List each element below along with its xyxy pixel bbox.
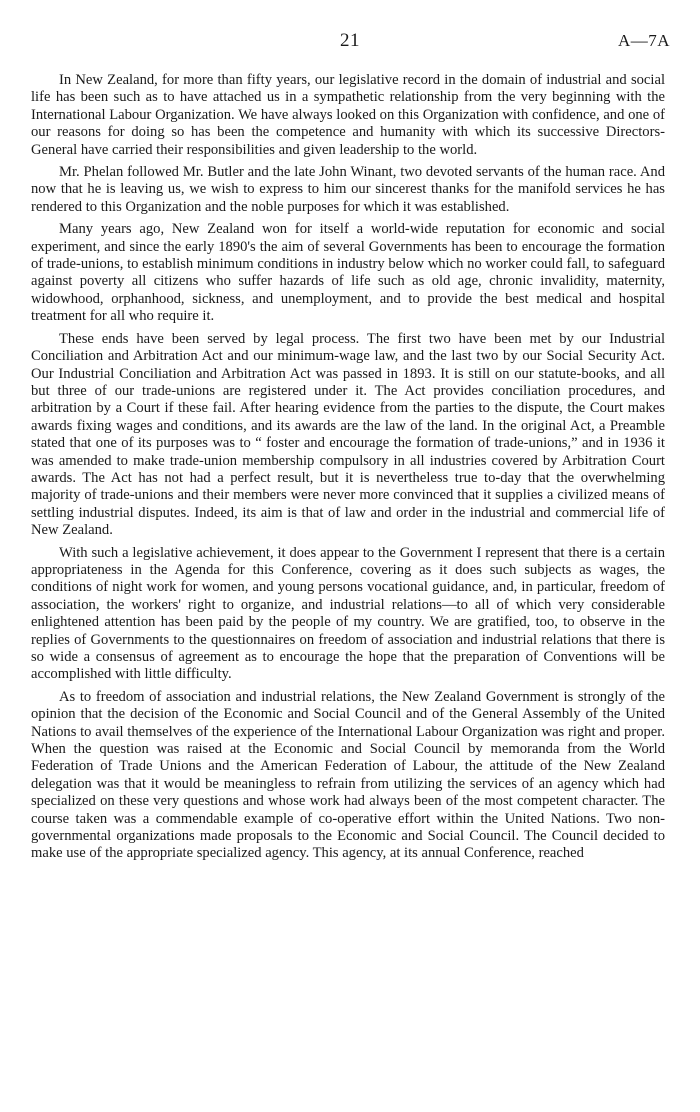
paragraph-6: As to freedom of association and industrial relations, the New Zealand Government is strongly of the opinion that the decision of the Economic and Social Council and of the General Assembly of the United Nations to avail themselves of the experience of the International Labour Organization was right and proper. When the question was raised at the Economic and Social Council by memoranda from the World Federation of Trade Unions and the American Federation of Labour, the attitude of the New Zealand delegation was that it would be meaningless to refrain from utilizing the services of an agency which had specialized on these very questions and whose work had always been of the most competent character. The course taken was a commendable example of co-operative effort within the United Nations. Two non-governmental organizations made proposals to the Economic and Social Council. The Council decided to make use of the appropriate specialized agency. This agency, at its annual Conference, reached xyxy=(31,688,665,862)
document-reference: A—7A xyxy=(617,31,670,50)
body-text xyxy=(31,72,665,868)
paragraph-5: With such a legislative achievement, it does appear to the Government I represent that there is a certain appropriateness in the Agenda for this Conference, covering as it does such subjects as wages, the conditions of night work for women, and young persons vocational guidance, and, in particular, freedom of association, the workers' right to organize, and industrial relations—to all of which very considerable enlightened attention has been paid by the people of my country. We are gratified, too, to observe in the replies of Governments to the questionnaires on freedom of association and industrial relations that there is so wide a consensus of agreement as to encourage the hope that the preparation of Conventions will be accomplished with little difficulty. xyxy=(31,544,665,683)
paragraph-2: Mr. Phelan followed Mr. Butler and the late John Winant, two devoted servants of the human race. And now that he is leaving us, we wish to express to him our sincerest thanks for the manifold services he has rendered to this Organization and the noble purposes for which it was established. xyxy=(31,164,665,215)
page-number: 21 xyxy=(340,30,360,51)
paragraph-4: These ends have been served by legal process. The first two have been met by our Industrial Conciliation and Arbitration Act and our minimum-wage law, and the last two by our Social Security Act. Our Industrial Conciliation and Arbitration Act was passed in 1893. It is still on our statute-books, and all but three of our trade-unions are registered under it. The Act provides conciliation procedures, and arbitration by a Court if these fail. After hearing evidence from the parties to the dispute, the Court makes awards fixing wages and conditions, and its awards are the law of the land. In the original Act, a Preamble stated that one of its purposes was to “ foster and encourage the formation of trade-unions,” and in 1936 it was amended to make trade-union membership compulsory in all industries covered by Arbitration Court awards. The Act has not had a perfect result, but it is nevertheless true to-day that the overwhelming majority of trade-unions and their members were never more convinced that it supplies a civilized means of settling industrial disputes. Indeed, its aim is that of law and order in the industrial and commercial life of New Zealand. xyxy=(31,330,665,539)
paragraph-1: In New Zealand, for more than fifty years, our legislative record in the domain of industrial and social life has been such as to have attached us in a sympathetic relationship from the very beginning with the International Labour Organization. We have always looked on this Organization with confidence, and one of our reasons for doing so has been the competence and humanity with which its successive Directors-General have carried their responsibilities and given leadership to the world. xyxy=(31,72,665,158)
paragraph-3: Many years ago, New Zealand won for itself a world-wide reputation for economic and social experiment, and since the early 1890's the aim of several Governments has been to encourage the formation of trade-unions, to establish minimum conditions in industry below which no worker could fall, to safeguard against poverty all citizens who suffer hazards of life such as old age, chronic invalidity, maternity, widowhood, orphanhood, sickness, and unemployment, and to provide the best medical and hospital treatment for all who require it. xyxy=(31,221,665,325)
